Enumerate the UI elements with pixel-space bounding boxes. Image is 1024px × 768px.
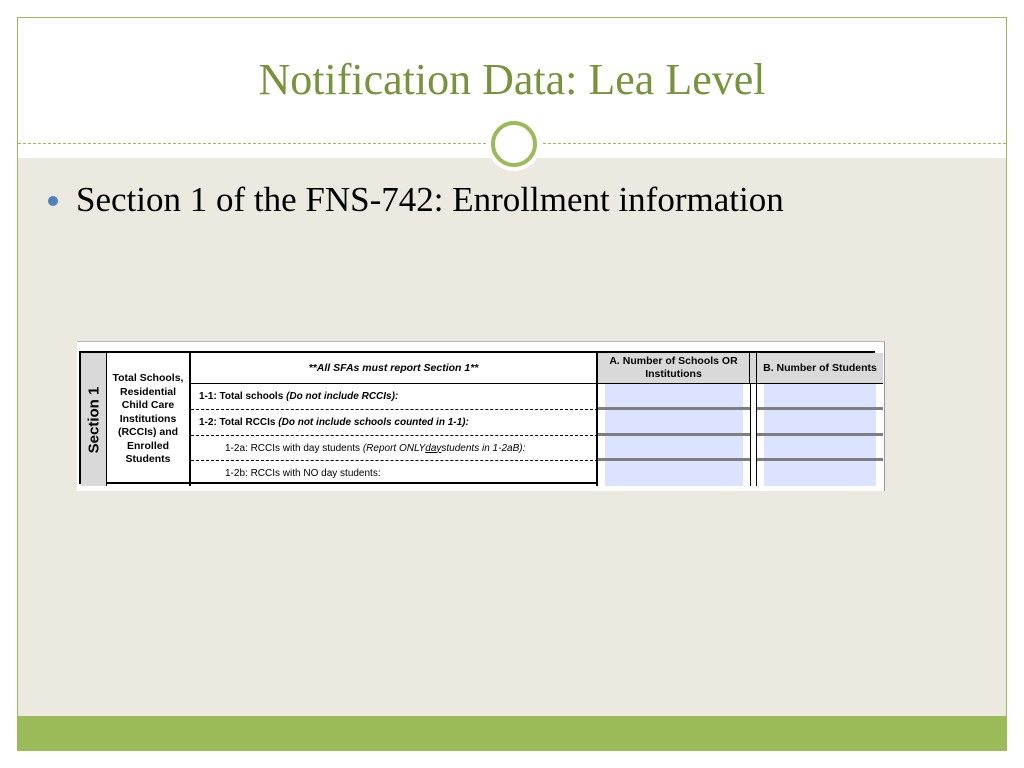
row-1-2a-note-underline: day xyxy=(425,442,442,454)
row-1-2-note: (Do not include schools counted in 1-1): xyxy=(278,417,469,428)
col-b-header: B. Number of Students xyxy=(757,353,883,384)
column-gap xyxy=(750,436,757,461)
row-1-2a-students-input[interactable] xyxy=(757,436,883,461)
row-1-2a-code: 1-2a: RCCIs with day students xyxy=(225,442,361,454)
row-1-2-label xyxy=(191,410,598,436)
row-1-2a-note-pre: (Report ONLY xyxy=(362,442,426,454)
fns742-section1-form xyxy=(77,341,885,491)
bullet-dot-icon xyxy=(48,196,58,206)
header-gap xyxy=(750,353,757,384)
row-1-2b-schools-input[interactable] xyxy=(598,461,750,486)
row-1-1-schools-input[interactable] xyxy=(598,384,750,410)
row-1-2b-label xyxy=(191,461,598,486)
section-description: Total Schools, Residential Child Care Institutions (RCCIs) and Enrolled Students xyxy=(107,353,191,486)
footer-bar xyxy=(18,716,1006,750)
col-a-header: A. Number of Schools OR Institutions xyxy=(598,353,750,384)
row-1-1-code: 1-1: Total schools xyxy=(199,391,284,402)
section-label: Section 1 xyxy=(85,386,102,453)
slide-frame xyxy=(17,17,1007,751)
bullet-item xyxy=(48,180,784,220)
row-1-1-label xyxy=(191,384,598,410)
row-1-2-schools-input[interactable] xyxy=(598,410,750,436)
row-1-2-code: 1-2: Total RCCIs xyxy=(199,417,276,428)
row-1-2-students-input[interactable] xyxy=(757,410,883,436)
bullet-text: Section 1 of the FNS-742: Enrollment information xyxy=(76,180,784,219)
column-gap xyxy=(750,384,757,410)
slide-title: Notification Data: Lea Level xyxy=(258,55,766,104)
row-1-2a-label xyxy=(191,436,598,461)
form-table xyxy=(79,351,875,484)
row-1-2a-note-post: students in 1-2aB): xyxy=(441,442,526,454)
section-label-cell xyxy=(81,353,107,486)
column-gap xyxy=(750,461,757,486)
column-gap xyxy=(750,410,757,436)
row-1-2a-schools-input[interactable] xyxy=(598,436,750,461)
row-1-2b-code: 1-2b: RCCIs with NO day students: xyxy=(225,468,381,479)
row-1-2b-students-input[interactable] xyxy=(757,461,883,486)
header-note: **All SFAs must report Section 1** xyxy=(191,353,598,384)
row-1-1-students-input[interactable] xyxy=(757,384,883,410)
ring-icon xyxy=(491,121,537,167)
circle-ornament xyxy=(487,117,541,171)
row-1-1-note: (Do not include RCCIs): xyxy=(286,391,399,402)
